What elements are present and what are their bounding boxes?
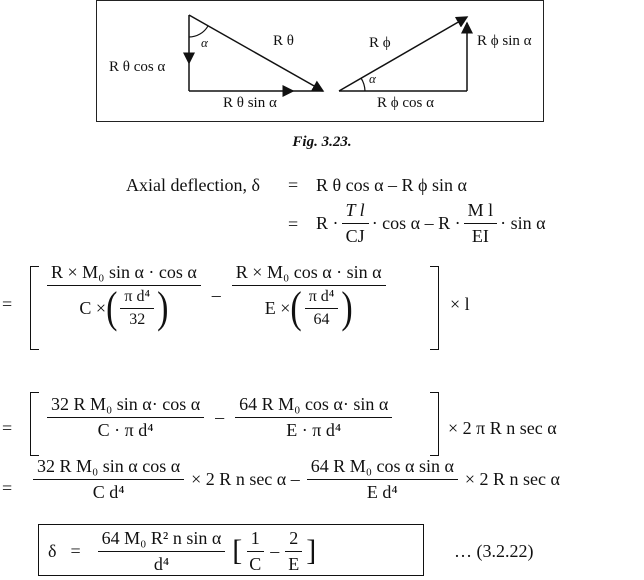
eq3-den2 xyxy=(261,283,357,332)
eq4-right-bracket xyxy=(430,392,439,456)
result-lhs: δ xyxy=(48,540,57,561)
eq5-post: × 2 R n sec α xyxy=(464,469,560,489)
angle-arc-right xyxy=(361,78,365,91)
hypotenuse-right xyxy=(339,17,467,91)
eq5-num2: 64 R M₀ cos α sin α xyxy=(307,456,458,480)
eq3-den1-den: 32 xyxy=(129,311,146,328)
eq3-left-bracket xyxy=(30,266,39,350)
eq3-num1: R × M₀ sin α · cos α xyxy=(47,262,201,286)
rphi-label: R ϕ xyxy=(369,35,391,51)
eq2-fraction-tl xyxy=(342,200,369,247)
eq2-part3: · sin α xyxy=(500,213,546,233)
eq3-paren-open-2: ( xyxy=(290,283,302,332)
eq4-fraction2 xyxy=(235,394,392,441)
eq2-rhs xyxy=(316,200,546,247)
eq2-fraction-ml xyxy=(464,200,498,247)
eq5-fraction1 xyxy=(33,456,184,503)
alpha-label-left: α xyxy=(201,35,208,50)
eq3-den2-pre: E × xyxy=(264,298,291,318)
eq4-num1: 32 R M₀ sin α· cos α xyxy=(47,394,204,418)
result-b-num1: 1 xyxy=(247,528,264,552)
figure-3-23 xyxy=(96,0,544,122)
eq4-left-bracket xyxy=(30,392,39,456)
eq4-fraction1 xyxy=(47,394,204,441)
eq3-paren-close-2: ) xyxy=(341,283,353,332)
rphi-cos-label: R ϕ cos α xyxy=(377,95,435,111)
rtheta-sin-label: R θ sin α xyxy=(223,95,277,111)
eq2-equals: = xyxy=(288,214,299,234)
rphi-sin-label: R ϕ sin α xyxy=(477,33,532,49)
eq3-post: × l xyxy=(450,294,470,314)
eq4-num2: 64 R M₀ cos α· sin α xyxy=(235,394,392,418)
figure-caption: Fig. 3.23. xyxy=(292,134,352,150)
alpha-label-right: α xyxy=(369,71,376,86)
result-frac-2e xyxy=(284,528,303,575)
eq1-equals: = xyxy=(288,175,299,195)
result-b-minus: – xyxy=(270,540,280,561)
eq3-minus: – xyxy=(211,285,221,305)
eq5-den2: E d⁴ xyxy=(366,482,398,502)
result-bracket-close: ] xyxy=(306,534,317,567)
eq3-inner-frac1 xyxy=(120,288,154,329)
rtheta-cos-label: R θ cos α xyxy=(109,59,166,75)
eq5-mid: × 2 R n sec α – xyxy=(191,469,300,489)
eq3-den1-num: π d⁴ xyxy=(120,288,154,309)
rtheta-label: R θ xyxy=(273,33,294,49)
eq3-equals: = xyxy=(2,294,13,314)
result-equation xyxy=(48,527,317,574)
result-num: 64 M₀ R² n sin α xyxy=(98,528,226,552)
eq3-inner-frac2 xyxy=(305,288,339,329)
eq5-equals: = xyxy=(2,478,13,498)
eq4-body xyxy=(44,394,395,441)
eq3-fraction2 xyxy=(232,262,386,332)
result-den: d⁴ xyxy=(153,553,170,574)
eq2-den1: CJ xyxy=(345,226,365,246)
eq3-paren-open-1: ( xyxy=(106,283,118,332)
eq2-num1: T l xyxy=(342,200,369,224)
eq4-den1: C · π d⁴ xyxy=(97,420,154,440)
eq5-den1: C d⁴ xyxy=(92,482,125,502)
eq2-part2: · cos α – R · xyxy=(371,213,461,233)
eq2-num2: M l xyxy=(464,200,498,224)
eq3-paren-close-1: ) xyxy=(157,283,169,332)
result-frac-1c xyxy=(245,528,265,575)
eq2-part1: R · xyxy=(316,213,339,233)
eq4-equals: = xyxy=(2,418,13,438)
eq2-den2: EI xyxy=(471,226,489,246)
eq4-den2: E · π d⁴ xyxy=(286,420,342,440)
eq3-num2: R × M₀ cos α · sin α xyxy=(232,262,386,286)
result-b-den2: E xyxy=(288,553,300,574)
eq4-post: × 2 π R n sec α xyxy=(448,418,557,438)
eq5-body xyxy=(30,456,560,503)
hypotenuse-left xyxy=(189,15,323,91)
eq3-den1-pre: C × xyxy=(79,298,107,318)
eq3-right-bracket xyxy=(430,266,439,350)
result-equals: = xyxy=(70,540,81,561)
eq3-body xyxy=(44,262,389,332)
result-bracket-open: [ xyxy=(232,534,243,567)
eq3-fraction1 xyxy=(47,262,201,332)
eq3-den2-den: 64 xyxy=(313,311,330,328)
eq3-den2-num: π d⁴ xyxy=(305,288,339,309)
equation-number: … (3.2.22) xyxy=(454,541,534,561)
eq4-minus: – xyxy=(215,407,225,427)
result-b-den1: C xyxy=(249,553,262,574)
result-fraction xyxy=(98,528,226,575)
eq1-rhs: R θ cos α – R ϕ sin α xyxy=(316,175,467,195)
eq3-den1 xyxy=(75,283,172,332)
eq5-num1: 32 R M₀ sin α cos α xyxy=(33,456,184,480)
eq5-fraction2 xyxy=(307,456,458,503)
eq1-lhs: Axial deflection, δ xyxy=(126,175,260,195)
result-b-num2: 2 xyxy=(285,528,302,552)
